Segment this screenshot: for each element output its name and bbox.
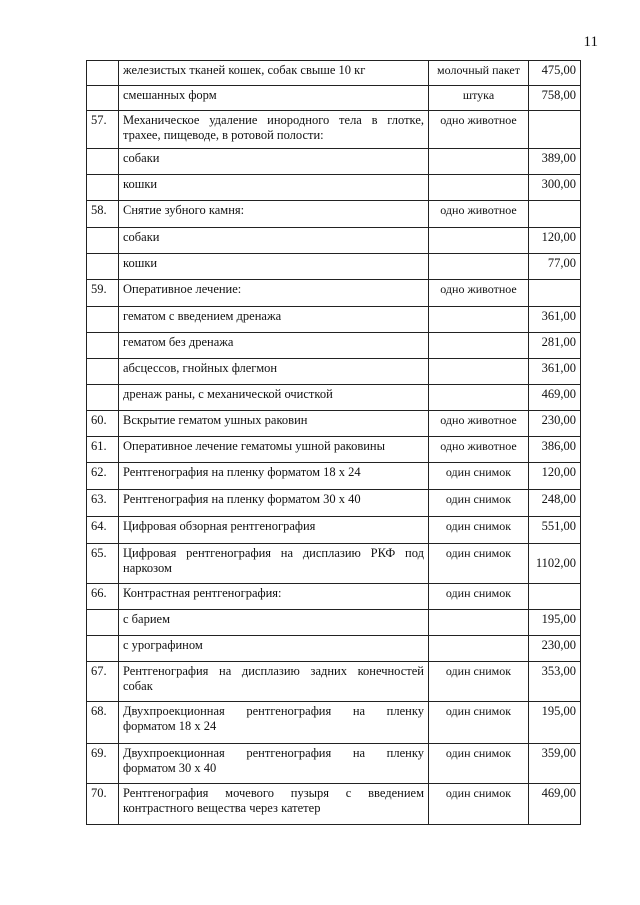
unit-of-measure: один снимок	[429, 784, 529, 825]
service-description: Рентгенография на дисплазию задних конечностей собак	[119, 662, 429, 702]
unit-of-measure: один снимок	[429, 544, 529, 584]
unit-of-measure	[429, 359, 529, 385]
service-description: с урографином	[119, 636, 429, 662]
row-number	[87, 61, 119, 86]
unit-of-measure: один снимок	[429, 584, 529, 610]
price: 120,00	[529, 228, 581, 254]
price-table-body	[87, 61, 581, 825]
row-number	[87, 307, 119, 333]
service-description: смешанных форм	[119, 86, 429, 111]
service-description: Снятие зубного камня:	[119, 201, 429, 228]
unit-of-measure: штука	[429, 86, 529, 111]
service-description: Цифровая рентгенография на дисплазию РКФ под наркозом	[119, 544, 429, 584]
unit-of-measure: одно животное	[429, 437, 529, 463]
row-number	[87, 359, 119, 385]
unit-of-measure	[429, 228, 529, 254]
service-description: Двухпроекционная рентгенография на пленку форматом 18 х 24	[119, 702, 429, 744]
table-row	[87, 411, 581, 437]
service-description: Контрастная рентгенография:	[119, 584, 429, 610]
price: 359,00	[529, 744, 581, 784]
unit-of-measure: одно животное	[429, 201, 529, 228]
table-row	[87, 490, 581, 517]
service-description: Двухпроекционная рентгенография на пленку форматом 30 х 40	[119, 744, 429, 784]
service-description: Механическое удаление инородного тела в глотке, трахее, пищеводе, в ротовой полости:	[119, 111, 429, 149]
table-row	[87, 307, 581, 333]
unit-of-measure: один снимок	[429, 744, 529, 784]
unit-of-measure	[429, 175, 529, 201]
row-number: 70.	[87, 784, 119, 825]
table-row	[87, 149, 581, 175]
table-row	[87, 544, 581, 584]
row-number	[87, 86, 119, 111]
table-row	[87, 437, 581, 463]
table-row	[87, 175, 581, 201]
row-number: 62.	[87, 463, 119, 490]
row-number: 60.	[87, 411, 119, 437]
unit-of-measure: один снимок	[429, 517, 529, 544]
price: 758,00	[529, 86, 581, 111]
unit-of-measure: один снимок	[429, 662, 529, 702]
service-description: абсцессов, гнойных флегмон	[119, 359, 429, 385]
service-description: гематом с введением дренажа	[119, 307, 429, 333]
service-description: собаки	[119, 149, 429, 175]
service-description: Вскрытие гематом ушных раковин	[119, 411, 429, 437]
table-row	[87, 111, 581, 149]
table-row	[87, 359, 581, 385]
price: 230,00	[529, 411, 581, 437]
table-row	[87, 228, 581, 254]
price: 361,00	[529, 359, 581, 385]
table-row	[87, 61, 581, 86]
table-row	[87, 280, 581, 307]
price: 195,00	[529, 702, 581, 744]
row-number: 68.	[87, 702, 119, 744]
unit-of-measure: одно животное	[429, 111, 529, 149]
price	[529, 111, 581, 149]
unit-of-measure: одно животное	[429, 280, 529, 307]
service-description: Рентгенография мочевого пузыря с введением контрастного вещества через катетер	[119, 784, 429, 825]
unit-of-measure: молочный пакет	[429, 61, 529, 86]
price: 195,00	[529, 610, 581, 636]
unit-of-measure: один снимок	[429, 702, 529, 744]
service-description: Оперативное лечение:	[119, 280, 429, 307]
table-row	[87, 784, 581, 825]
price: 230,00	[529, 636, 581, 662]
price: 475,00	[529, 61, 581, 86]
table-row	[87, 333, 581, 359]
unit-of-measure	[429, 333, 529, 359]
row-number	[87, 254, 119, 280]
unit-of-measure	[429, 385, 529, 411]
unit-of-measure	[429, 610, 529, 636]
table-row	[87, 610, 581, 636]
row-number	[87, 175, 119, 201]
unit-of-measure	[429, 254, 529, 280]
row-number	[87, 228, 119, 254]
service-description: Рентгенография на пленку форматом 30 х 40	[119, 490, 429, 517]
page-number: 11	[583, 34, 598, 50]
row-number: 69.	[87, 744, 119, 784]
unit-of-measure: одно животное	[429, 411, 529, 437]
row-number	[87, 610, 119, 636]
service-description: Рентгенография на пленку форматом 18 х 24	[119, 463, 429, 490]
table-row	[87, 201, 581, 228]
price: 248,00	[529, 490, 581, 517]
price: 469,00	[529, 784, 581, 825]
table-row	[87, 702, 581, 744]
table-row	[87, 463, 581, 490]
price: 353,00	[529, 662, 581, 702]
price: 551,00	[529, 517, 581, 544]
service-description: Оперативное лечение гематомы ушной раковины	[119, 437, 429, 463]
row-number: 58.	[87, 201, 119, 228]
table-row	[87, 584, 581, 610]
row-number	[87, 385, 119, 411]
row-number: 67.	[87, 662, 119, 702]
unit-of-measure	[429, 307, 529, 333]
unit-of-measure: один снимок	[429, 463, 529, 490]
price: 77,00	[529, 254, 581, 280]
table-row	[87, 517, 581, 544]
service-description: Цифровая обзорная рентгенография	[119, 517, 429, 544]
price: 386,00	[529, 437, 581, 463]
price	[529, 584, 581, 610]
price	[529, 280, 581, 307]
table-row	[87, 254, 581, 280]
row-number: 63.	[87, 490, 119, 517]
row-number: 57.	[87, 111, 119, 149]
table-row	[87, 744, 581, 784]
service-description: дренаж раны, с механической очисткой	[119, 385, 429, 411]
row-number	[87, 149, 119, 175]
table-row	[87, 385, 581, 411]
service-description: кошки	[119, 254, 429, 280]
price: 469,00	[529, 385, 581, 411]
unit-of-measure: один снимок	[429, 490, 529, 517]
price: 281,00	[529, 333, 581, 359]
table-row	[87, 662, 581, 702]
row-number	[87, 636, 119, 662]
price-table	[86, 60, 581, 825]
unit-of-measure	[429, 149, 529, 175]
row-number	[87, 333, 119, 359]
price	[529, 201, 581, 228]
price: 361,00	[529, 307, 581, 333]
table-row	[87, 86, 581, 111]
service-description: кошки	[119, 175, 429, 201]
row-number: 64.	[87, 517, 119, 544]
service-description: собаки	[119, 228, 429, 254]
row-number: 66.	[87, 584, 119, 610]
service-description: железистых тканей кошек, собак свыше 10 кг	[119, 61, 429, 86]
row-number: 65.	[87, 544, 119, 584]
unit-of-measure	[429, 636, 529, 662]
price: 1102,00	[529, 544, 581, 584]
row-number: 59.	[87, 280, 119, 307]
price: 389,00	[529, 149, 581, 175]
price: 300,00	[529, 175, 581, 201]
service-description: с барием	[119, 610, 429, 636]
price: 120,00	[529, 463, 581, 490]
row-number: 61.	[87, 437, 119, 463]
service-description: гематом без дренажа	[119, 333, 429, 359]
table-row	[87, 636, 581, 662]
